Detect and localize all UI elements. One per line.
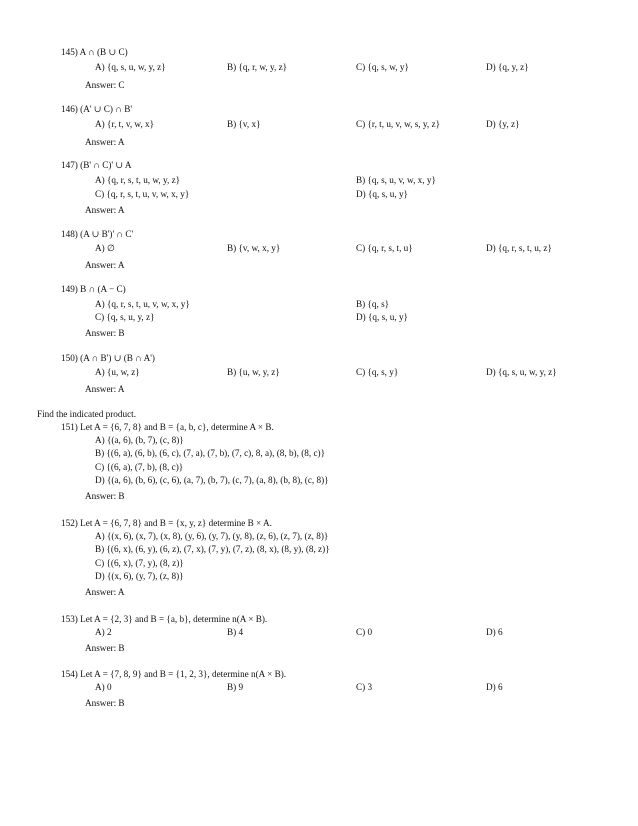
option-c: C) 0 — [356, 627, 373, 637]
question-stem: 152) Let A = {6, 7, 8} and B = {x, y, z} determine B × A. — [61, 518, 272, 528]
options-row — [0, 682, 638, 694]
answer-line: Answer: A — [85, 205, 125, 215]
question-stem: 151) Let A = {6, 7, 8} and B = {a, b, c}, determine A × B. — [61, 422, 274, 432]
option-c: C) {q, s, w, y} — [356, 62, 409, 72]
option-a: A) {(x, 6), (x, 7), (x, 8), (y, 6), (y, 7), (y, 8), (z, 6), (z, 7), (z, 8)} — [95, 531, 329, 541]
question-stem: 148) (A ∪ B')' ∩ C' — [61, 229, 134, 239]
option-d: D) {(x, 6), (y, 7), (z, 8)} — [95, 571, 184, 581]
answer-line: Answer: B — [85, 698, 125, 708]
options-row-1 — [0, 299, 638, 311]
option-b: B) {u, w, y, z} — [227, 367, 280, 377]
option-d: D) {y, z} — [486, 119, 520, 129]
option-a: A) {q, r, s, t, u, v, w, x, y} — [95, 299, 190, 309]
answer-line: Answer: A — [85, 260, 125, 270]
option-a: A) {q, r, s, t, u, w, y, z} — [95, 175, 181, 185]
option-a: A) {q, s, u, w, y, z} — [95, 62, 166, 72]
option-d: D) {(a, 6), (b, 6), (c, 6), (a, 7), (b, 7), (c, 7), (a, 8), (b, 8), (c, 8)} — [95, 475, 329, 485]
option-b: B) {q, r, w, y, z} — [227, 62, 288, 72]
options-row — [0, 243, 638, 255]
options-row — [0, 367, 638, 379]
options-row — [0, 627, 638, 639]
options-row-1 — [0, 175, 638, 187]
question-stem: 147) (B' ∩ C)' ∪ A — [61, 160, 132, 170]
option-b: B) {q, s} — [356, 299, 390, 309]
option-c: C) {(6, x), (7, y), (8, z)} — [95, 558, 184, 568]
option-c: C) {q, s, u, y, z} — [95, 312, 155, 322]
section-heading: Find the indicated product. — [37, 409, 136, 419]
answer-line: Answer: A — [85, 384, 125, 394]
option-a: A) {r, t, v, w, x} — [95, 119, 155, 129]
option-a: A) {u, w, z} — [95, 367, 140, 377]
answer-line: Answer: C — [85, 80, 125, 90]
option-a: A) {(a, 6), (b, 7), (c, 8)} — [95, 435, 184, 445]
option-c: C) 3 — [356, 682, 373, 692]
option-c: C) {(6, a), (7, b), (8, c)} — [95, 462, 184, 472]
option-d: D) {q, s, u, y} — [356, 189, 408, 199]
option-b: B) 4 — [227, 627, 244, 637]
question-stem: 154) Let A = {7, 8, 9} and B = {1, 2, 3}, determine n(A × B). — [61, 669, 287, 679]
option-b: B) 9 — [227, 682, 244, 692]
question-stem: 145) A ∩ (B ∪ C) — [61, 47, 128, 57]
option-d: D) 6 — [486, 627, 503, 637]
option-d: D) {q, s, u, y} — [356, 312, 408, 322]
option-c: C) {q, s, y} — [356, 367, 399, 377]
option-a: A) 2 — [95, 627, 112, 637]
option-b: B) {(6, a), (6, b), (6, c), (7, a), (7, b), (7, c), 8, a), (8, b), (8, c)} — [95, 448, 326, 458]
answer-line: Answer: A — [85, 587, 125, 597]
option-a: A) ∅ — [95, 243, 115, 253]
options-row-2 — [0, 189, 638, 201]
option-d: D) 6 — [486, 682, 503, 692]
question-stem: 153) Let A = {2, 3} and B = {a, b}, determine n(A × B). — [61, 614, 268, 624]
option-c: C) {r, t, u, v, w, s, y, z} — [356, 119, 440, 129]
option-d: D) {q, r, s, t, u, z} — [486, 243, 552, 253]
answer-line: Answer: B — [85, 328, 125, 338]
question-stem: 150) (A ∩ B') ∪ (B ∩ A') — [61, 353, 155, 363]
options-row — [0, 119, 638, 131]
option-d: D) {q, y, z} — [486, 62, 529, 72]
answer-line: Answer: B — [85, 491, 125, 501]
question-stem: 146) (A' ∪ C) ∩ B' — [61, 104, 132, 114]
option-c: C) {q, r, s, t, u} — [356, 243, 413, 253]
option-b: B) {v, x} — [227, 119, 261, 129]
answer-line: Answer: A — [85, 137, 125, 147]
option-d: D) {q, s, u, w, y, z} — [486, 367, 557, 377]
options-row — [0, 62, 638, 74]
option-b: B) {v, w, x, y} — [227, 243, 281, 253]
options-row-2 — [0, 312, 638, 324]
option-b: B) {q, s, u, v, w, x, y} — [356, 175, 436, 185]
option-a: A) 0 — [95, 682, 112, 692]
question-stem: 149) B ∩ (A − C) — [61, 284, 126, 294]
answer-line: Answer: B — [85, 643, 125, 653]
option-c: C) {q, r, s, t, u, v, w, x, y} — [95, 189, 190, 199]
option-b: B) {(6, x), (6, y), (6, z), (7, x), (7, y), (7, z), (8, x), (8, y), (8, z)} — [95, 544, 330, 554]
